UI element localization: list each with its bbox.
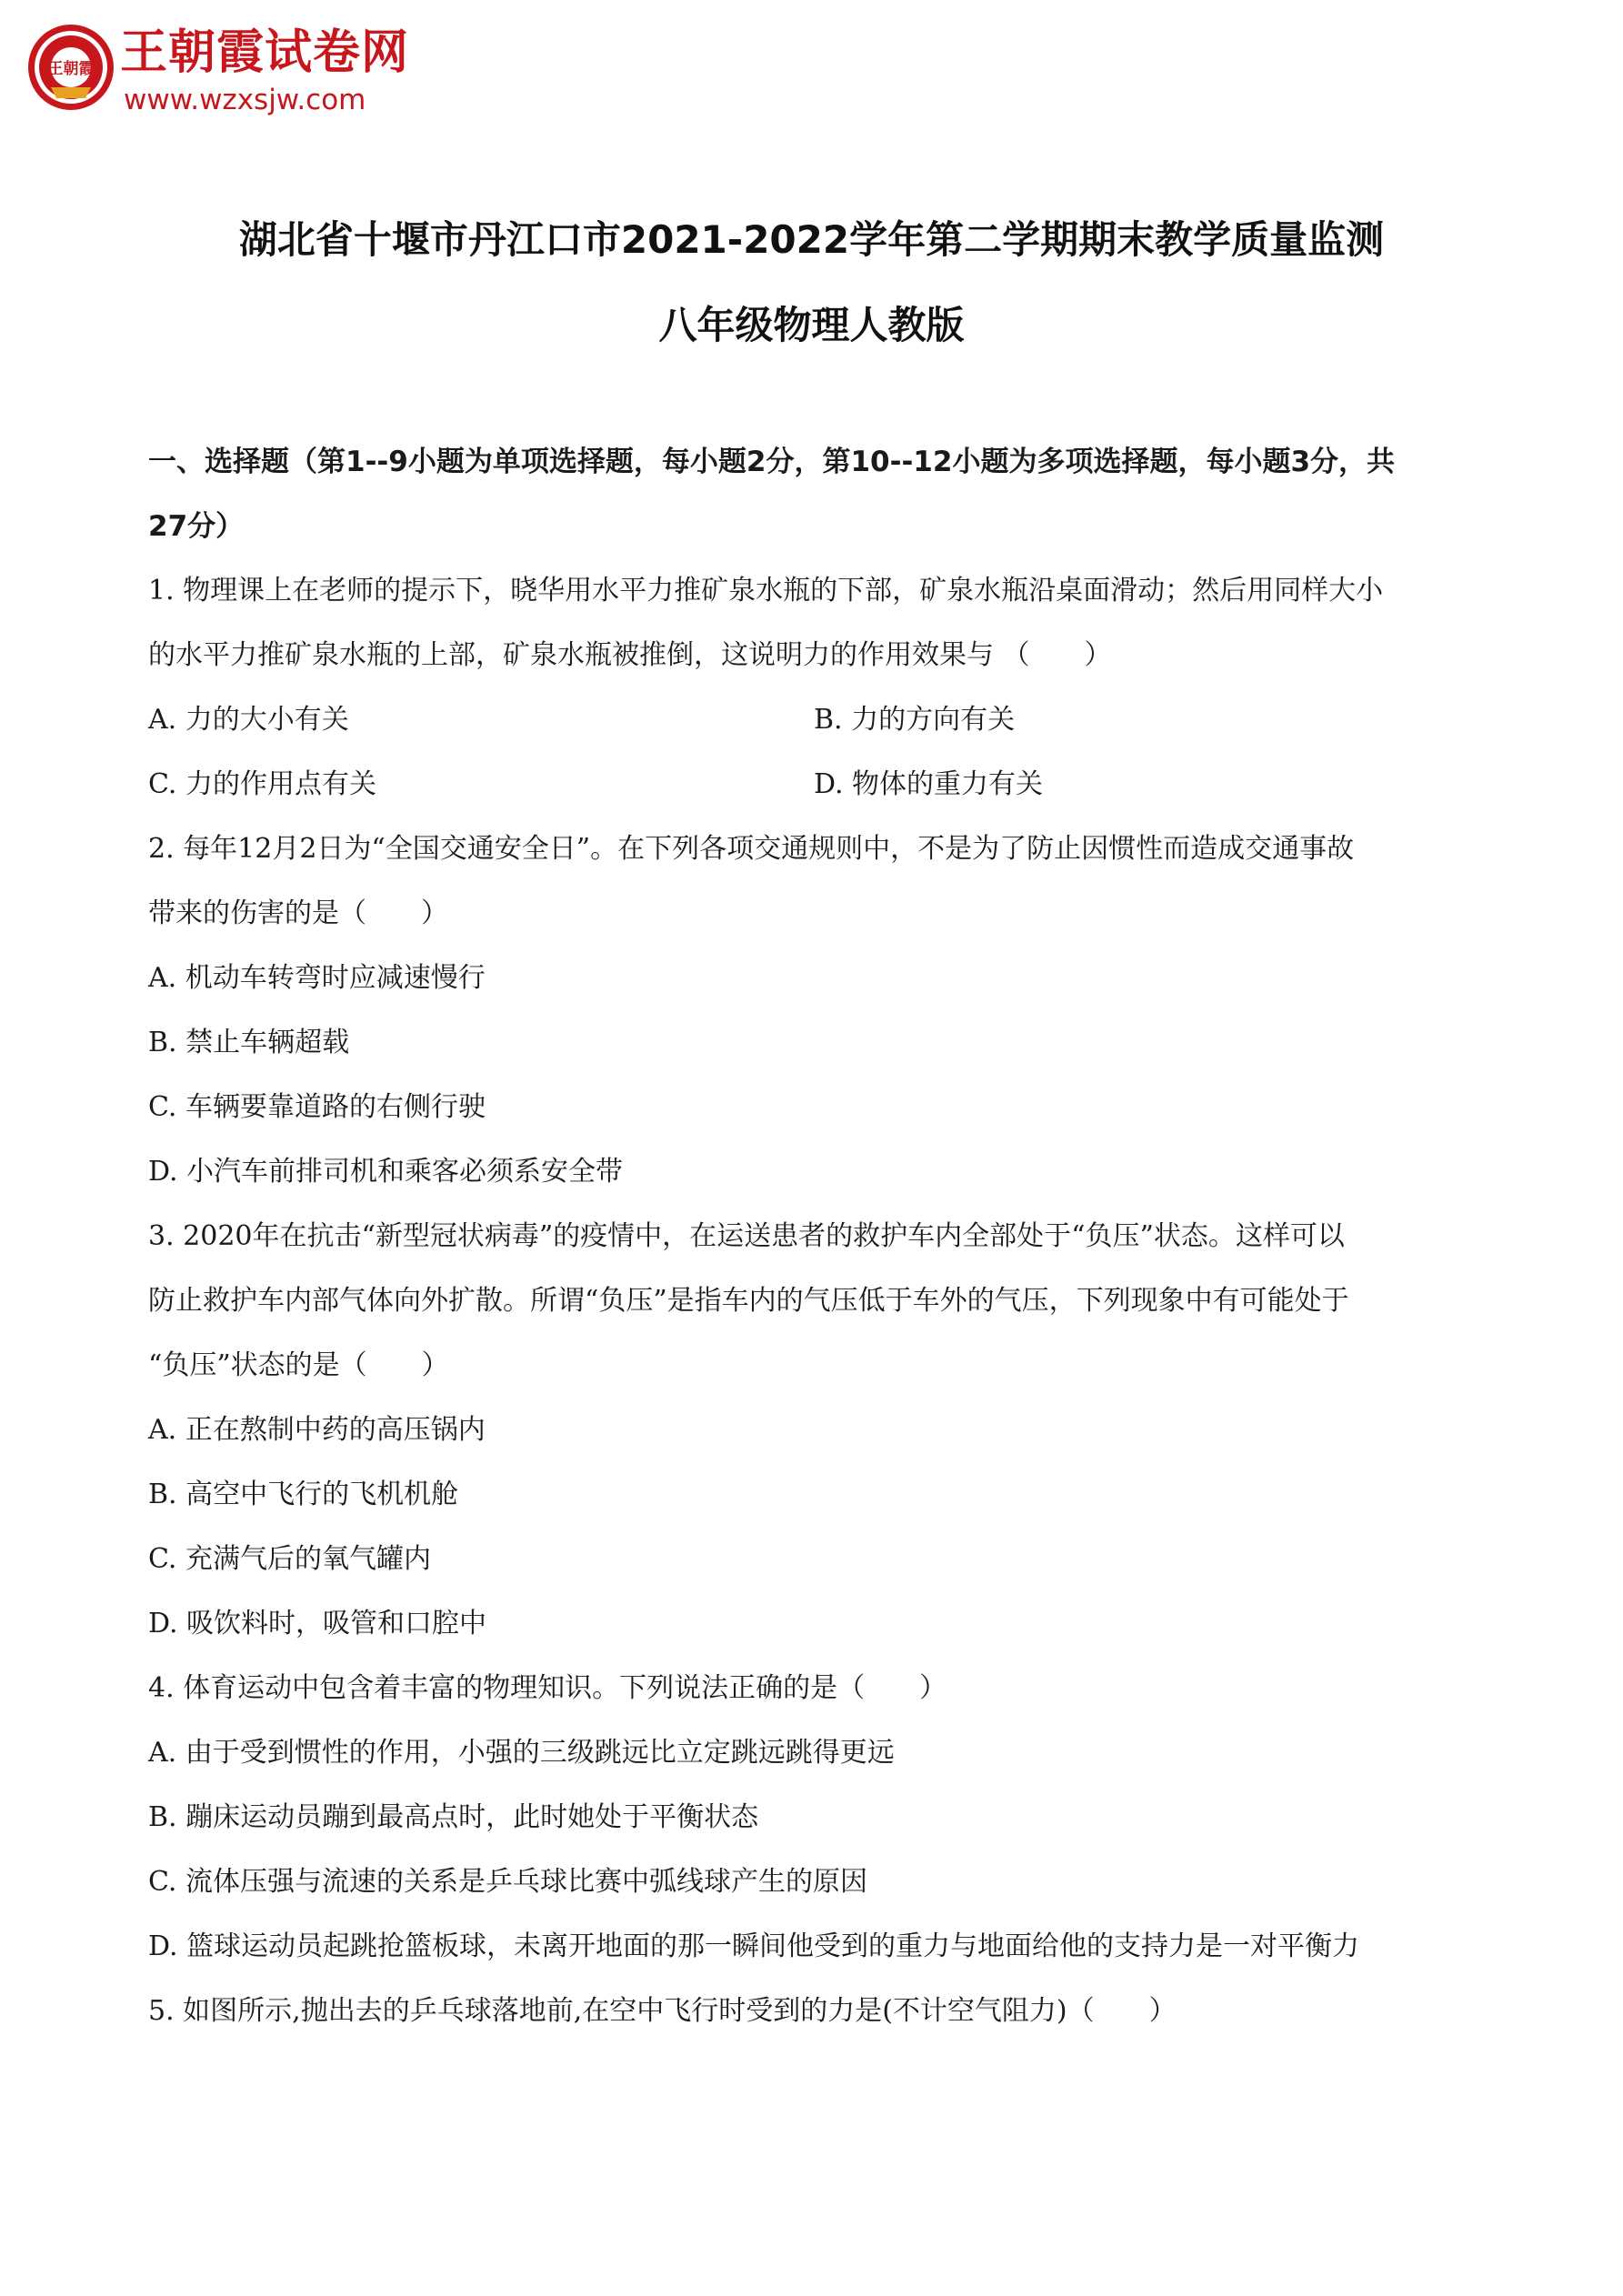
question-1-option-a: A. 力的大小有关 (148, 704, 349, 736)
question-2-option-d: D. 小汽车前排司机和乘客必须系安全带 (148, 1156, 624, 1188)
svg-text:王朝霞: 王朝霞 (47, 60, 95, 78)
question-3-option-a: A. 正在熬制中药的高压锅内 (148, 1414, 486, 1446)
question-2-stem: 2. 每年12月2日为“全国交通安全日”。在下列各项交通规则中，不是为了防止因惯性而造成交通事故 (148, 833, 1355, 865)
question-1-stem: 1. 物理课上在老师的提示下，晓华用水平力推矿泉水瓶的下部，矿泉水瓶沿桌面滑动；然后用同样大小 (148, 575, 1384, 607)
question-4-option-b: B. 蹦床运动员蹦到最高点时，此时她处于平衡状态 (148, 1801, 759, 1833)
question-3-option-b: B. 高空中飞行的飞机机舱 (148, 1479, 459, 1510)
question-3-option-d: D. 吸饮料时，吸管和口腔中 (148, 1608, 487, 1639)
section-heading: 一、选择题（第1--9小题为单项选择题，每小题2分，第10--12小题为多项选择题，每小题3分，共 (148, 446, 1396, 478)
brand-emblem-icon (25, 22, 116, 113)
brand-name: 王朝霞试卷网 (120, 25, 410, 80)
question-2-option-c: C. 车辆要靠道路的右侧行驶 (148, 1091, 486, 1123)
question-3-stem: 3. 2020年在抗击“新型冠状病毒”的疫情中，在运送患者的救护车内全部处于“负压”状态。这样可以 (148, 1220, 1345, 1252)
document-subtitle: 八年级物理人教版 (658, 303, 965, 347)
question-2-option-a: A. 机动车转弯时应减速慢行 (148, 962, 486, 994)
question-3-stem-cont: 防止救护车内部气体向外扩散。所谓“负压”是指车内的气压低于车外的气压，下列现象中有可能处于 (148, 1285, 1349, 1317)
question-3-option-c: C. 充满气后的氧气罐内 (148, 1543, 431, 1575)
question-4-option-d: D. 篮球运动员起跳抢篮板球，未离开地面的那一瞬间他受到的重力与地面给他的支持力是一对平衡力 (148, 1930, 1360, 1962)
section-heading-cont: 27分） (148, 510, 245, 543)
question-1-stem-cont: 的水平力推矿泉水瓶的上部，矿泉水瓶被推倒，这说明力的作用效果与 （ ） (148, 639, 1112, 671)
question-5-stem: 5. 如图所示,抛出去的乒乓球落地前,在空中飞行时受到的力是(不计空气阻力)（ ） (148, 1995, 1177, 2027)
question-1-option-d: D. 物体的重力有关 (814, 768, 1044, 800)
question-1-option-b: B. 力的方向有关 (814, 704, 1016, 736)
question-4-option-c: C. 流体压强与流速的关系是乒乓球比赛中弧线球产生的原因 (148, 1866, 867, 1898)
question-4-stem: 4. 体育运动中包含着丰富的物理知识。下列说法正确的是（ ） (148, 1672, 947, 1704)
site-logo (25, 20, 416, 120)
document-title: 湖北省十堰市丹江口市2021-2022学年第二学期期末教学质量监测 (238, 217, 1385, 262)
brand-url: www.wzxsjw.com (124, 84, 366, 116)
question-2-stem-cont: 带来的伤害的是（ ） (148, 897, 448, 929)
question-1-option-c: C. 力的作用点有关 (148, 768, 376, 800)
question-3-stem-cont-2: “负压”状态的是（ ） (148, 1349, 449, 1381)
question-4-option-a: A. 由于受到惯性的作用，小强的三级跳远比立定跳远跳得更远 (148, 1737, 895, 1769)
question-2-option-b: B. 禁止车辆超载 (148, 1027, 350, 1058)
